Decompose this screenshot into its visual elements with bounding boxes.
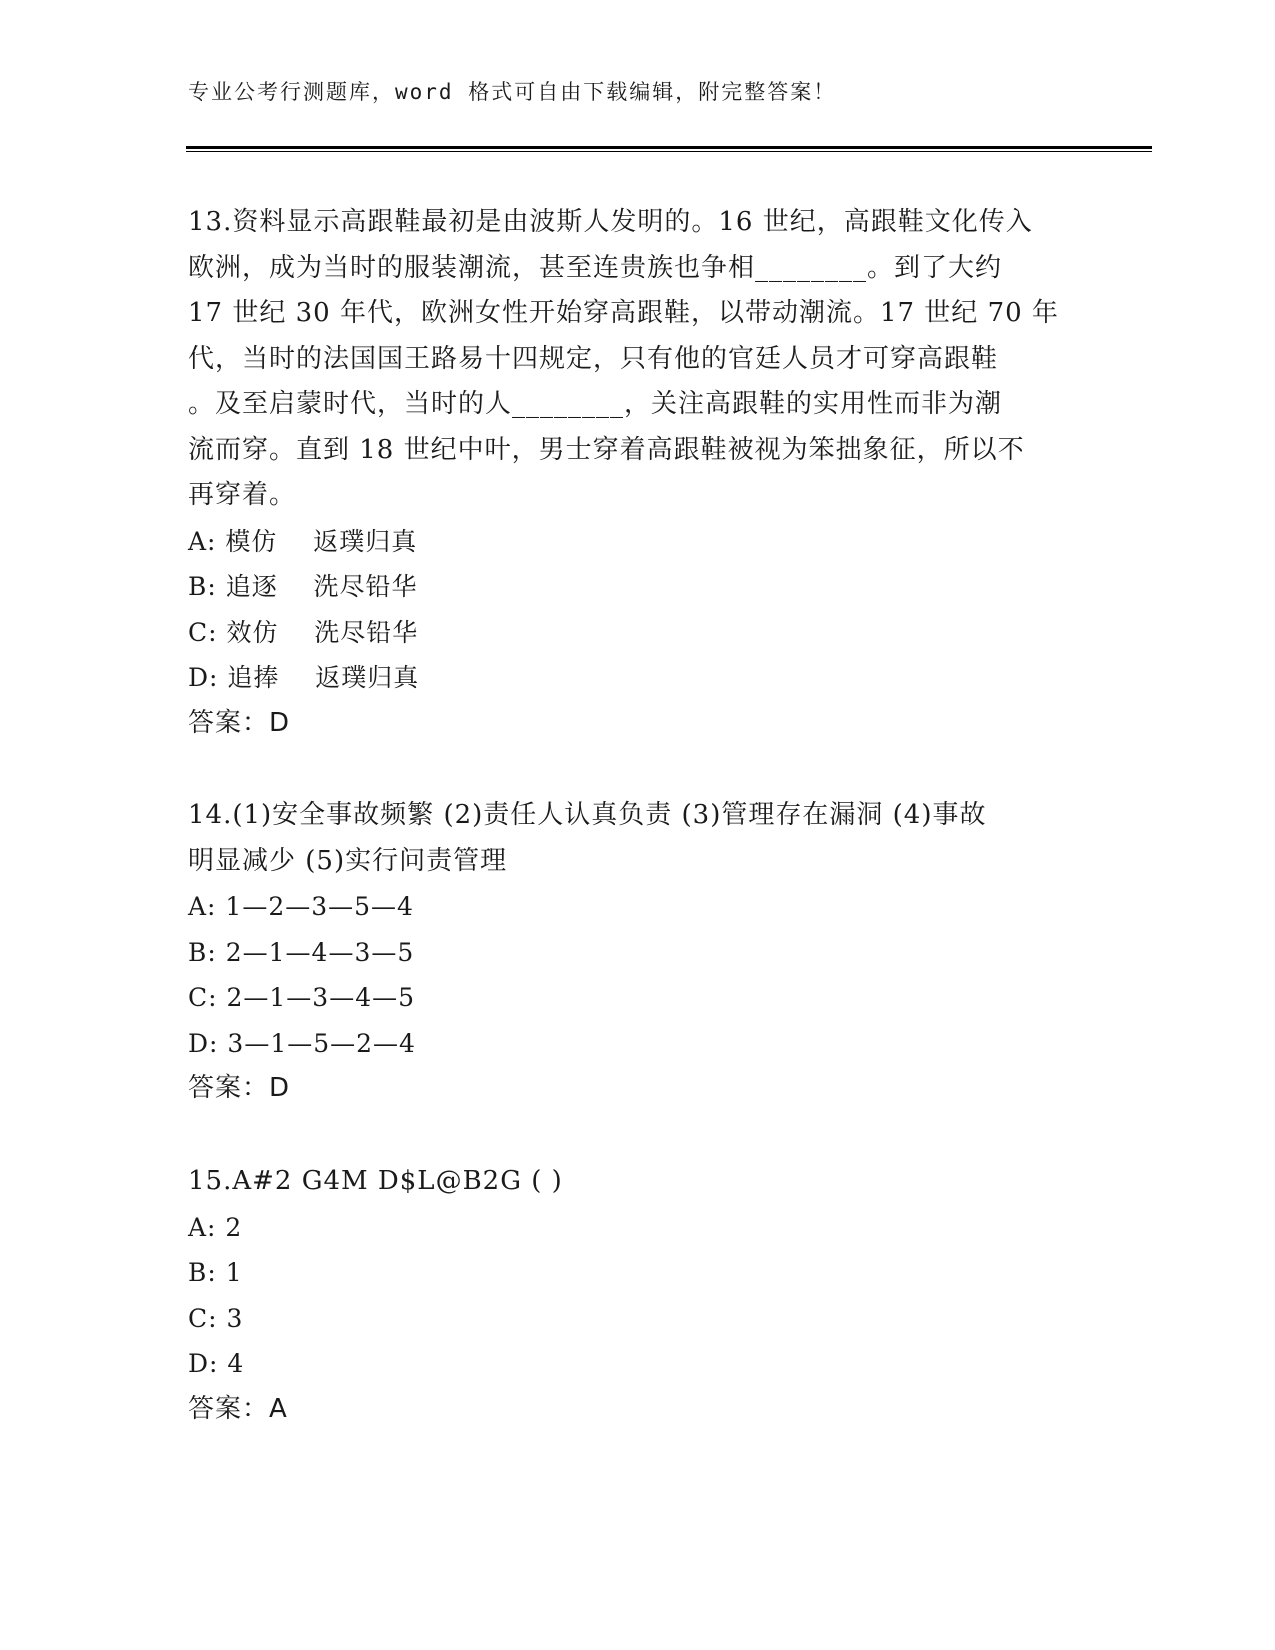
option-d: D: 追捧 返璞归真 [188, 663, 420, 692]
option-c: C: 2—1—3—4—5 [188, 983, 416, 1012]
option-c: C: 效仿 洗尽铅华 [188, 617, 419, 647]
question-stem-line: 欧洲，成为当时的服装潮流，甚至连贵族也争相________。到了大约 [188, 252, 1003, 283]
question-15 [188, 1159, 1088, 1432]
question-stem-line: 17 世纪 30 年代，欧洲女性开始穿高跟鞋，以带动潮流。17 世纪 70 年 [188, 298, 1059, 328]
option-b: B: 追逐 洗尽铅华 [188, 572, 418, 601]
question-13 [188, 200, 1088, 746]
header-rule-thin [186, 151, 1152, 152]
question-stem-line: 代，当时的法国国王路易十四规定，只有他的官廷人员才可穿高跟鞋 [188, 343, 999, 374]
question-stem-line: 明显减少 (5)实行问责管理 [188, 845, 508, 876]
question-stem-line: 13.资料显示高跟鞋最初是由波斯人发明的。16 世纪，高跟鞋文化传入 [188, 207, 1033, 237]
option-b: B: 1 [188, 1258, 243, 1287]
question-stem-line: 14.(1)安全事故频繁 (2)责任人认真负责 (3)管理存在漏洞 (4)事故 [188, 800, 987, 830]
question-stem-line: 15.A#2 G4M D$L@B2G ( ) [188, 1166, 563, 1196]
option-a: A: 2 [188, 1212, 243, 1242]
question-stem-line: 。及至启蒙时代，当时的人________，关注高跟鞋的实用性而非为潮 [188, 389, 1003, 419]
option-b: B: 2—1—4—3—5 [188, 937, 415, 967]
answer: 答案：D [188, 1073, 291, 1103]
option-a: A: 模仿 返璞归真 [188, 526, 418, 556]
answer: 答案：A [188, 1393, 288, 1424]
option-d: D: 4 [188, 1349, 245, 1378]
question-14 [188, 793, 1088, 1112]
answer: 答案：D [188, 707, 291, 738]
page-header: 专业公考行测题库，word 格式可自由下载编辑，附完整答案！ [188, 80, 837, 104]
option-d: D: 3—1—5—2—4 [188, 1028, 416, 1058]
header-rule [186, 146, 1152, 149]
question-stem-line: 流而穿。直到 18 世纪中叶，男士穿着高跟鞋被视为笨拙象征，所以不 [188, 434, 1025, 465]
option-a: A: 1—2—3—5—4 [188, 892, 414, 921]
option-c: C: 3 [188, 1303, 244, 1333]
question-stem-line: 再穿着。 [188, 480, 297, 510]
